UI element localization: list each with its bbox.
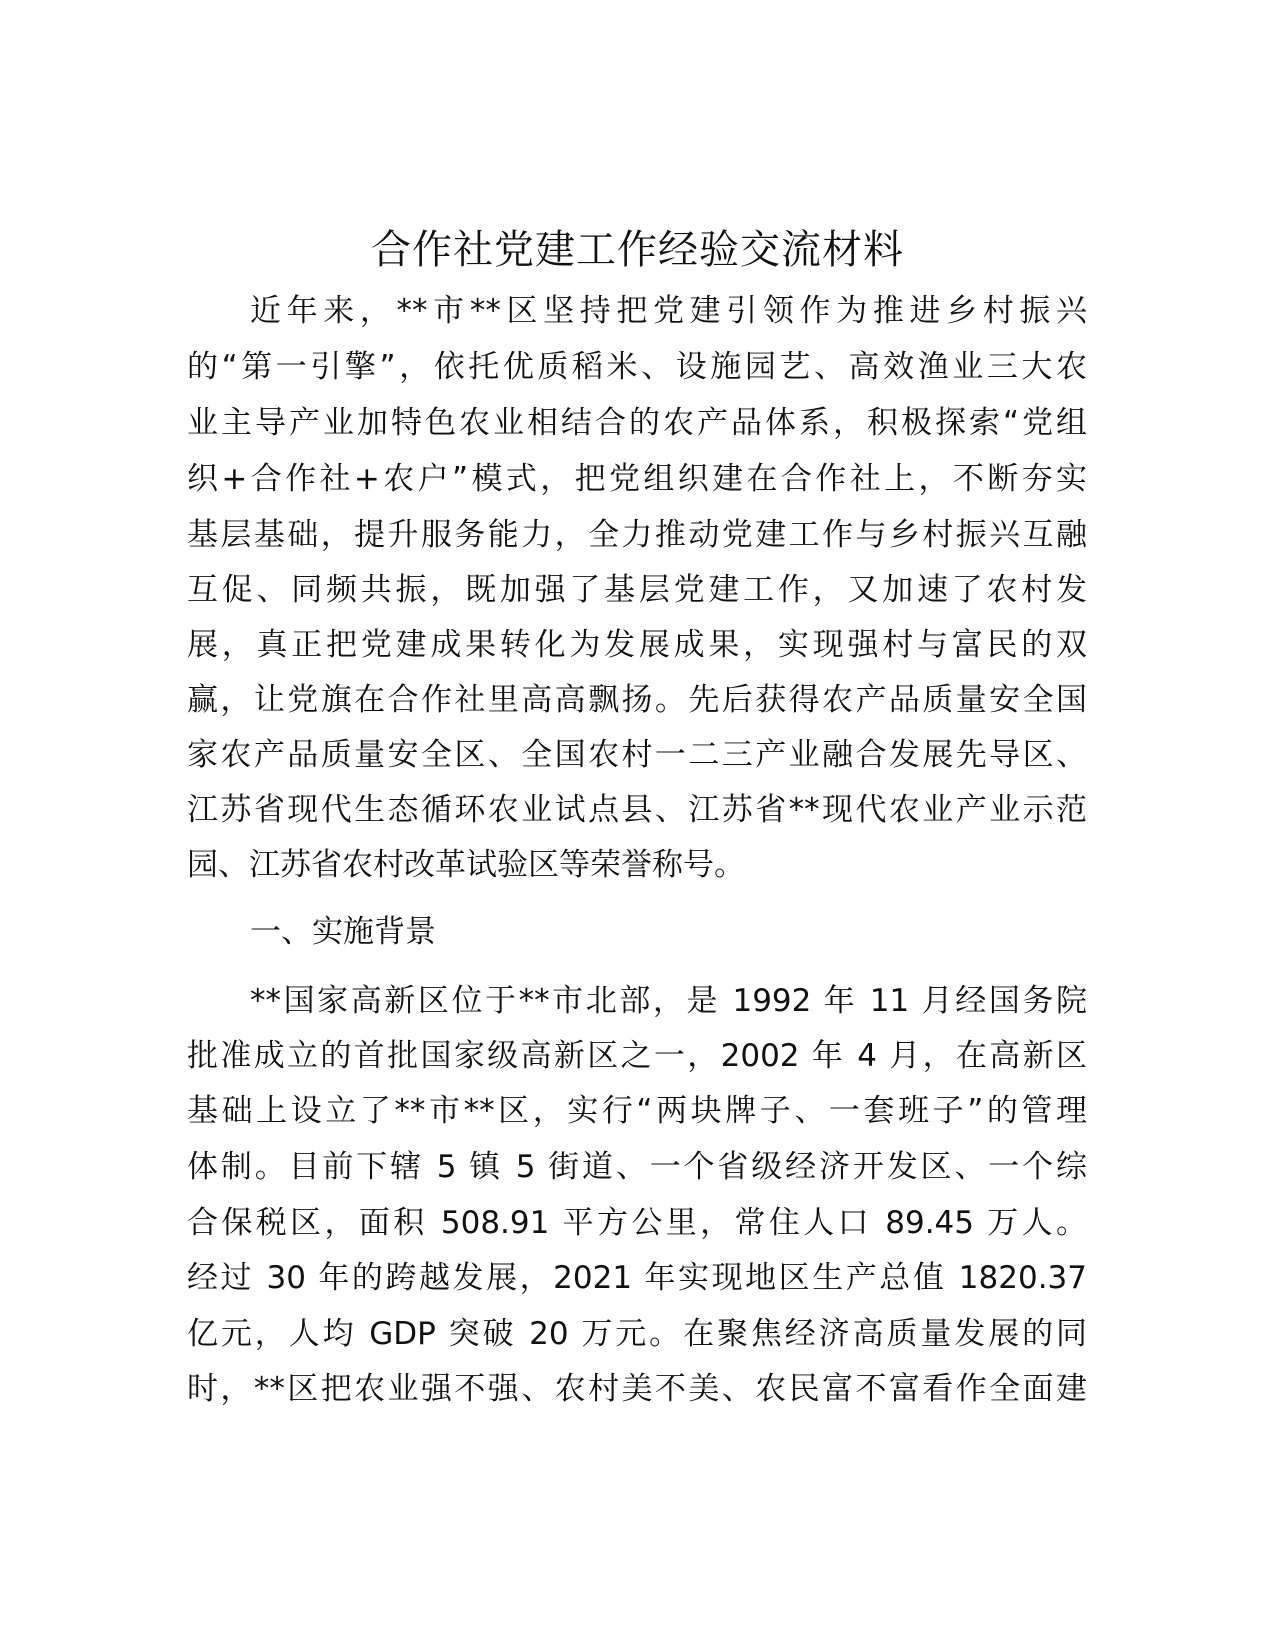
paragraph-1-line-10: 江苏省现代生态循环农业试点县、江苏省**现代农业产业示范 (187, 792, 1087, 828)
paragraph-1-line-9: 家农产品质量安全区、全国农村一二三产业融合发展先导区、 (187, 737, 1087, 773)
paragraph-1-line-4: 织+合作社+农户”模式，把党组织建在合作社上，不断夯实 (187, 461, 1087, 497)
paragraph-1-line-5: 基层基础，提升服务能力，全力推动党建工作与乡村振兴互融 (187, 517, 1087, 553)
paragraph-1-line-6: 互促、同频共振，既加强了基层党建工作，又加速了农村发 (187, 572, 1087, 608)
paragraph-1-line-2: 的“第一引擎”，依托优质稻米、设施园艺、高效渔业三大农 (187, 349, 1087, 385)
paragraph-2-line-8: 时，**区把农业强不强、农村美不美、农民富不富看作全面建 (187, 1371, 1087, 1407)
paragraph-2-line-7: 亿元，人均 GDP 突破 20 万元。在聚焦经济高质量发展的同 (187, 1316, 1087, 1352)
paragraph-2-line-3: 基础上设立了**市**区，实行“两块牌子、一套班子”的管理 (187, 1093, 1087, 1129)
paragraph-1-line-7: 展，真正把党建成果转化为发展成果，实现强村与富民的双 (187, 627, 1087, 663)
paragraph-1-line-1: 近年来，**市**区坚持把党建引领作为推进乡村振兴 (250, 293, 1087, 329)
paragraph-2-line-6: 经过 30 年的跨越发展，2021 年实现地区生产总值 1820.37 (187, 1260, 1087, 1296)
paragraph-2-line-4: 体制。目前下辖 5 镇 5 街道、一个省级经济开发区、一个综 (187, 1149, 1087, 1185)
paragraph-1-line-11: 园、江苏省农村改革试验区等荣誉称号。 (187, 847, 745, 883)
paragraph-1-line-3: 业主导产业加特色农业相结合的农产品体系，积极探索“党组 (187, 405, 1087, 441)
section-heading: 一、实施背景 (250, 914, 436, 950)
paragraph-2-line-5: 合保税区，面积 508.91 平方公里，常住人口 89.45 万人。 (187, 1205, 1087, 1241)
paragraph-2-line-2: 批准成立的首批国家级高新区之一，2002 年 4 月，在高新区 (187, 1038, 1087, 1074)
paragraph-2-line-1: **国家高新区位于**市北部，是 1992 年 11 月经国务院 (250, 983, 1087, 1019)
document-title: 合作社党建工作经验交流材料 (371, 227, 904, 273)
paragraph-1-line-8: 赢，让党旗在合作社里高高飘扬。先后获得农产品质量安全国 (187, 682, 1087, 718)
